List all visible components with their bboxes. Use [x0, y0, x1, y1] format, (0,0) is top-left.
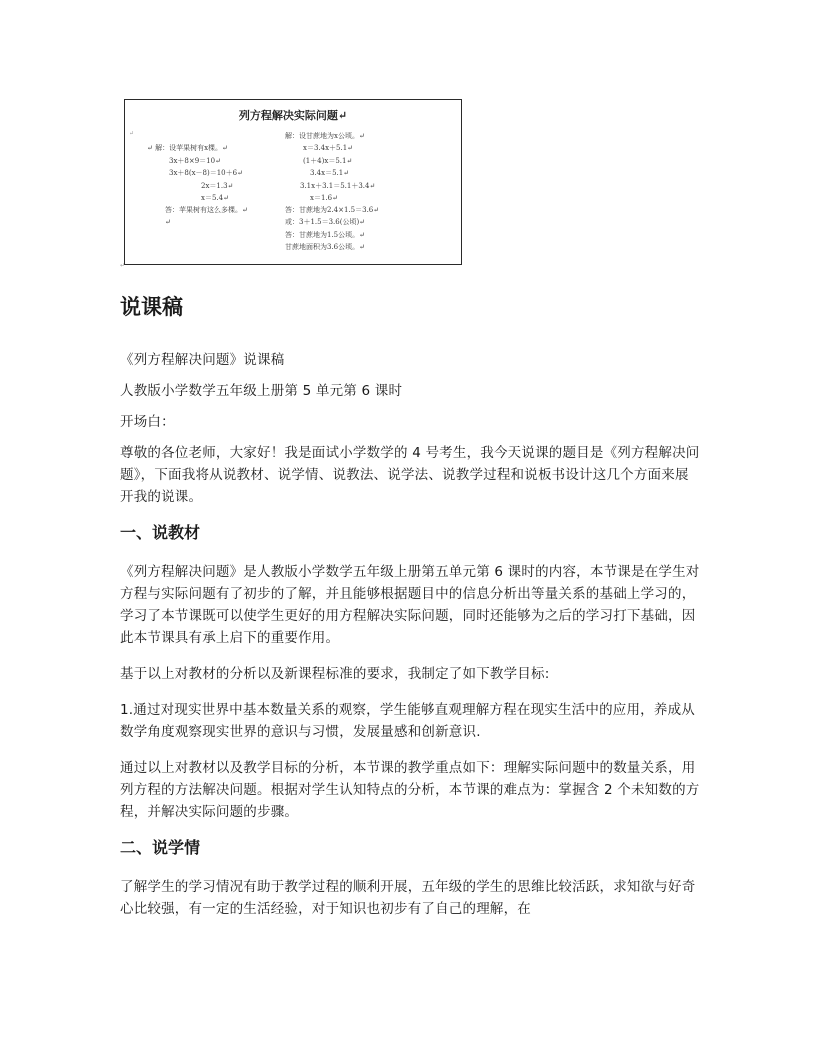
- solution-left-line: ↵ 解：设苹果树有x棵。↵: [147, 144, 228, 152]
- solution-right-line: 甘蔗地面积为3.6公顷。↵: [285, 243, 365, 251]
- solution-left-line: 答：苹果树有这么多棵。↵: [165, 206, 248, 214]
- paragraph: 基于以上对教材的分析以及新课程标准的要求，我制定了如下教学目标:: [120, 666, 550, 682]
- paragraph: 通过以上对教材以及教学目标的分析，本节课的教学重点如下：理解实际问题中的数量关系，用列方程的方法解决问题。根据对学生认知特点的分析，本节课的难点为：掌握含 2 个未知数的方程，并解决实际问题的步骤。: [120, 760, 700, 820]
- paragraph-mark: ↵: [120, 262, 126, 269]
- solution-right-line: 答：甘蔗地为2.4×1.5＝3.6↵: [285, 206, 380, 214]
- opening-paragraph: 尊敬的各位老师，大家好！我是面试小学数学的 4 号考生，我今天说课的题目是《列方程解决问题》，下面我将从说教材、说学情、说教法、说学法、说教学过程和说板书设计这几个方面来展开我的说课。: [120, 445, 700, 505]
- document-body: [120, 292, 700, 934]
- paragraph: 《列方程解决问题》是人教版小学数学五年级上册第五单元第 6 课时的内容，本节课是在学生对方程与实际问题有了初步的了解，并且能够根据题目中的信息分析出等量关系的基础上学习的，学习了本节课既可以使学生更好的用方程解决实际问题，同时还能够为之后的学习打下基础，因此本节课具有承上启下的重要作用。: [120, 564, 700, 646]
- lesson-meta: 人教版小学数学五年级上册第 5 单元第 6 课时: [120, 383, 403, 399]
- document-title: 说课稿: [120, 295, 183, 319]
- opening-label: 开场白：: [120, 414, 175, 430]
- solution-right-line: 或：3＋1.5＝3.6(公顷)↵: [285, 218, 366, 226]
- solution-left-line: 2x＝1.3↵: [201, 182, 234, 190]
- solution-left-line: 3x＋8×9＝10↵: [169, 157, 221, 165]
- worked-example-image: [124, 99, 462, 265]
- solution-left-line: ↵: [165, 218, 171, 226]
- figure-title: 列方程解决实际问题↵: [238, 109, 348, 122]
- section-heading: 二、说学情: [120, 838, 201, 857]
- document-subtitle: 《列方程解决问题》说课稿: [120, 352, 285, 368]
- paragraph: 了解学生的学习情况有助于教学过程的顺利开展，五年级的学生的思维比较活跃，求知欲与好奇心比较强，有一定的生活经验，对于知识也初步有了自己的理解，在: [120, 879, 696, 917]
- solution-right-line: 答：甘蔗地为1.5公顷。↵: [285, 231, 365, 239]
- paragraph: 1.通过对现实世界中基本数量关系的观察，学生能够直观理解方程在现实生活中的应用，养成从数学角度观察现实世界的意识与习惯，发展量感和创新意识.: [120, 702, 695, 740]
- paragraph-mark: ↵: [129, 130, 135, 137]
- solution-right-line: 3.1x＋3.1＝5.1＋3.4↵: [300, 182, 376, 190]
- solution-right-line: (1＋4)x＝5.1↵: [303, 157, 353, 165]
- solution-right-line: x＝3.4x＋5.1↵: [303, 144, 354, 152]
- solution-right-line: 解：设甘蔗地为x公顷。↵: [285, 132, 365, 140]
- solution-right-line: 3.4x＝5.1↵: [310, 169, 350, 177]
- solution-left-line: x＝5.4↵: [201, 194, 229, 202]
- section-heading: 一、说教材: [120, 523, 201, 542]
- solution-left-line: 3x＋8(x－8)＝10＋6↵: [169, 169, 243, 177]
- solution-right-line: x＝1.6↵: [310, 194, 338, 202]
